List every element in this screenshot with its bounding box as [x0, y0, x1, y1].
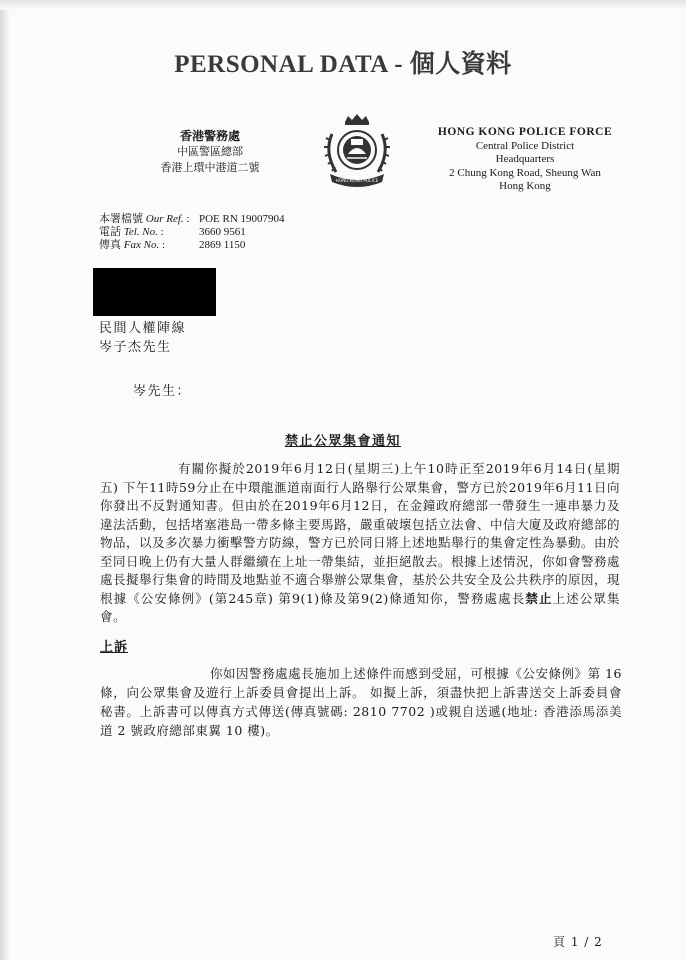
addressee-org: 民間人權陣線 — [99, 321, 187, 336]
fax-label-en: Fax No. — [123, 239, 160, 251]
reference-block — [99, 213, 285, 252]
english-letterhead — [430, 126, 620, 194]
ref-label-zh: 本署檔號 — [99, 213, 143, 225]
notice-paragraph — [100, 460, 620, 627]
redaction-box — [93, 268, 216, 316]
addressee-name: 岑子杰先生 — [99, 340, 172, 355]
notice-title — [0, 430, 686, 449]
tel-label-en: Tel. No. — [123, 226, 158, 238]
police-crest-icon — [318, 112, 396, 190]
appeal-paragraph — [100, 664, 622, 740]
tel-row — [99, 226, 285, 239]
notice-paragraph-bold: 禁止 — [525, 590, 553, 606]
notice-paragraph-part2: 上述公眾集會。 — [100, 590, 620, 624]
fax-row — [99, 239, 285, 252]
english-address-line1: 2 Chung Kong Road, Sheung Wan — [449, 166, 601, 179]
english-address-line2: Hong Kong — [499, 180, 551, 192]
ref-value: POE RN 19007904 — [199, 213, 285, 225]
fax-label: 傳真 Fax No. : — [99, 239, 166, 251]
salutation: 岑先生： — [133, 384, 192, 399]
notice-paragraph-text — [100, 460, 620, 627]
tel-label: 電話 Tel. No. : — [99, 226, 164, 238]
scan-edge-left — [0, 0, 10, 960]
fax-value: 2869 1150 — [199, 239, 246, 251]
page-number: 頁 1 / 2 — [553, 935, 603, 949]
tel-label-zh: 電話 — [99, 226, 121, 238]
chinese-letterhead — [120, 128, 300, 176]
scan-edge-top — [0, 0, 686, 10]
ref-label: 本署檔號 Our Ref. : — [99, 213, 190, 225]
crest-ribbon-text: HONG KONG POLICE — [335, 178, 379, 183]
chinese-address: 香港上環中港道二號 — [160, 161, 260, 174]
document-title: PERSONAL DATA - 個人資料 — [174, 51, 512, 78]
chinese-org-name: 香港警務處 — [179, 129, 240, 143]
ref-label-en: Our Ref. — [145, 213, 184, 225]
fax-label-zh: 傳真 — [99, 239, 121, 251]
tel-value: 3660 9561 — [199, 226, 246, 238]
english-hq: Headquarters — [495, 153, 555, 165]
notice-paragraph-part1: 有關你擬於2019年6月12日(星期三)上午10時正至2019年6月14日(星期五) 下午11時59分止在中環龍滙道南面行人路舉行公眾集會，警方已於2019年6月11日向你發出不反對通知書。但由於在2019年6月12日，在金鐘政府總部一帶發生一連串暴力及違法活動，包括堵塞港島一帶多條主要馬路，嚴重破壞包括立法會、中信大廈及政府總部的物品，以及多次暴力衝擊警方防線，警方已於同日將上述地點舉行的集會定性為暴動。由於至同日晚上仍有大量人群繼續在上址一帶集結，並拒絕散去。根據上述情況，你如會警務處處長擬舉行集會的時間及地點並不適合舉辦公眾集會，基於公共安全及公共秩序的原因，現根據《公安條例》(第245章) 第9(1)條及第9(2)條通知你，警務處處長 — [100, 461, 621, 606]
chinese-district: 中區警區總部 — [177, 145, 243, 158]
ref-row — [99, 213, 285, 226]
english-district: Central Police District — [475, 139, 575, 152]
addressee-block — [99, 319, 186, 357]
appeal-heading: 上訴 — [100, 640, 129, 655]
appeal-paragraph-text: 你如因警務處處長施加上述條件而感到受屈，可根據《公安條例》第 16 條，向公眾集會及遊行上訴委員會提出上訴。 如擬上訴，須盡快把上訴書送交上訴委員會秘書。上訴書可以傳真方式傳送(傳真號碼: 2810 7702 )或親自送遞(地址: 香港添馬添美道 2 號政府總部東翼 10 樓)。 — [100, 666, 622, 738]
english-org-name: HONG KONG POLICE FORCE — [437, 126, 613, 138]
notice-title-text: 禁止公眾集會通知 — [284, 434, 401, 449]
